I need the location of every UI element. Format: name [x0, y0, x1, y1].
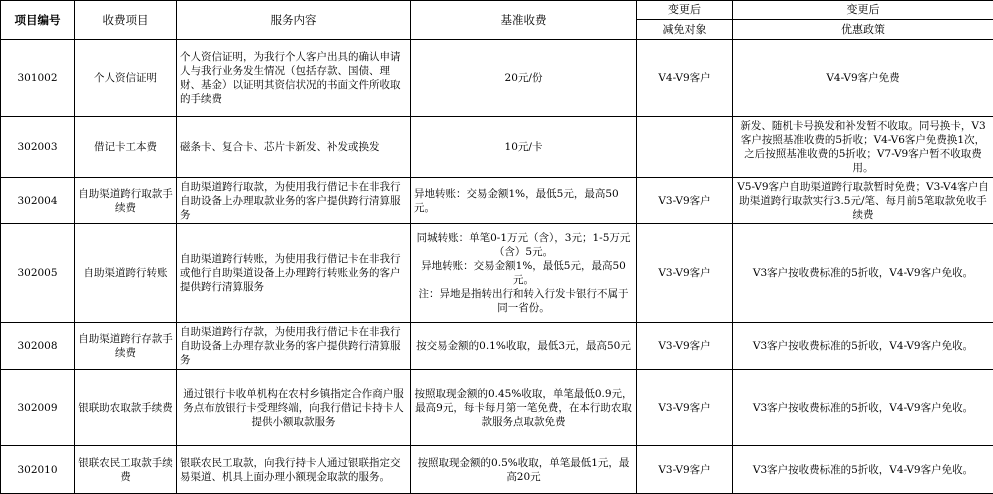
header-content: 服务内容	[177, 1, 411, 40]
row-target: V3-V9客户	[637, 370, 733, 446]
row-fee: 按照取现金额的0.45%收取，单笔最低0.9元，最高9元，每卡每月第一笔免费，在本行助农取款服务点取款免费	[411, 370, 637, 446]
row-code: 302003	[1, 117, 75, 178]
row-item: 个人资信证明	[75, 40, 177, 117]
header-item: 收费项目	[75, 1, 177, 40]
row-fee: 按照取现金额的0.5%收取，单笔最低1元，最高20元	[411, 446, 637, 494]
row-content: 自助渠道跨行存款，为使用我行借记卡在非我行自助设备上办理存款业务的客户提供跨行清算服务	[177, 323, 411, 370]
row-content: 自助渠道跨行转账，为使用我行借记卡在非我行或他行自助渠道设备上办理跨行转账业务的客户提供跨行清算服务	[177, 224, 411, 323]
table-row	[1, 323, 993, 370]
table-row	[1, 40, 993, 117]
row-policy: V3客户按收费标准的5折收，V4-V9客户免收。	[733, 446, 993, 494]
row-target: V3-V9客户	[637, 446, 733, 494]
row-code: 302005	[1, 224, 75, 323]
row-code: 302009	[1, 370, 75, 446]
row-item: 自助渠道跨行转账	[75, 224, 177, 323]
row-fee: 10元/卡	[411, 117, 637, 178]
header-changed-1: 变更后	[637, 1, 733, 20]
row-item: 银联助农取款手续费	[75, 370, 177, 446]
row-fee: 20元/份	[411, 40, 637, 117]
header-policy: 优惠政策	[733, 20, 993, 40]
table-row	[1, 178, 993, 224]
row-target: V3-V9客户	[637, 178, 733, 224]
row-target: V4-V9客户	[637, 40, 733, 117]
fee-line: 同城转账：单笔0-1万元（含），3元；1-5万元（含）5元。	[414, 231, 633, 259]
row-content: 磁条卡、复合卡、芯片卡新发、补发或换发	[177, 117, 411, 178]
row-item: 借记卡工本费	[75, 117, 177, 178]
row-policy: V4-V9客户免费	[733, 40, 993, 117]
row-content: 个人资信证明，为我行个人客户出具的确认申请人与我行业务发生情况（包括存款、国债、理财、基金）以证明其资信状况的书面文件所收取的手续费	[177, 40, 411, 117]
row-policy: V3客户按收费标准的5折收，V4-V9客户免收。	[733, 224, 993, 323]
row-policy: V3客户按收费标准的5折收，V4-V9客户免收。	[733, 323, 993, 370]
row-item: 银联农民工取款手续费	[75, 446, 177, 494]
header-code: 项目编号	[1, 1, 75, 40]
row-code: 301002	[1, 40, 75, 117]
row-policy: V5-V9客户自助渠道跨行取款暂时免费；V3-V4客户自助渠道跨行取款实行3.5元/笔、每月前5笔取款免收手续费	[733, 178, 993, 224]
fee-note: 注：异地是指转出行和转入行发卡银行不属于同一省份。	[414, 287, 633, 315]
row-code: 302008	[1, 323, 75, 370]
row-target: V3-V9客户	[637, 323, 733, 370]
row-content: 通过银行卡收单机构在农村乡镇指定合作商户服务点布放银行卡受理终端，向我行借记卡持卡人提供小额取款服务	[177, 370, 411, 446]
row-policy: V3客户按收费标准的5折收，V4-V9客户免收。	[733, 370, 993, 446]
table-row	[1, 370, 993, 446]
row-content: 银联农民工取款，向我行持卡人通过银联指定交易渠道、机具上面办理小额现金取款的服务。	[177, 446, 411, 494]
row-item: 自助渠道跨行取款手续费	[75, 178, 177, 224]
row-fee	[411, 224, 637, 323]
row-content: 自助渠道跨行取款，为使用我行借记卡在非我行自助设备上办理取款业务的客户提供跨行清算服务	[177, 178, 411, 224]
header-changed-2: 变更后	[733, 1, 993, 20]
row-policy: 新发、随机卡号换发和补发暂不收取。同号换卡，V3客户按照基准收费的5折收；V4-V6客户免费换1次，之后按照基准收费的5折收；V7-V9客户暂不收取费用。	[733, 117, 993, 178]
row-item: 自助渠道跨行存款手续费	[75, 323, 177, 370]
row-fee: 异地转账：交易金额1%，最低5元，最高50元。	[411, 178, 637, 224]
header-fee: 基准收费	[411, 1, 637, 40]
table-row	[1, 224, 993, 323]
row-target: V3-V9客户	[637, 224, 733, 323]
row-fee: 按交易金额的0.1%收取，最低3元，最高50元	[411, 323, 637, 370]
header-target: 减免对象	[637, 20, 733, 40]
row-code: 302004	[1, 178, 75, 224]
table-row	[1, 117, 993, 178]
header-row-1	[1, 1, 993, 20]
row-code: 302010	[1, 446, 75, 494]
fee-line: 异地转账：交易金额1%，最低5元，最高50元。	[414, 259, 633, 287]
row-target	[637, 117, 733, 178]
table-row	[1, 446, 993, 494]
